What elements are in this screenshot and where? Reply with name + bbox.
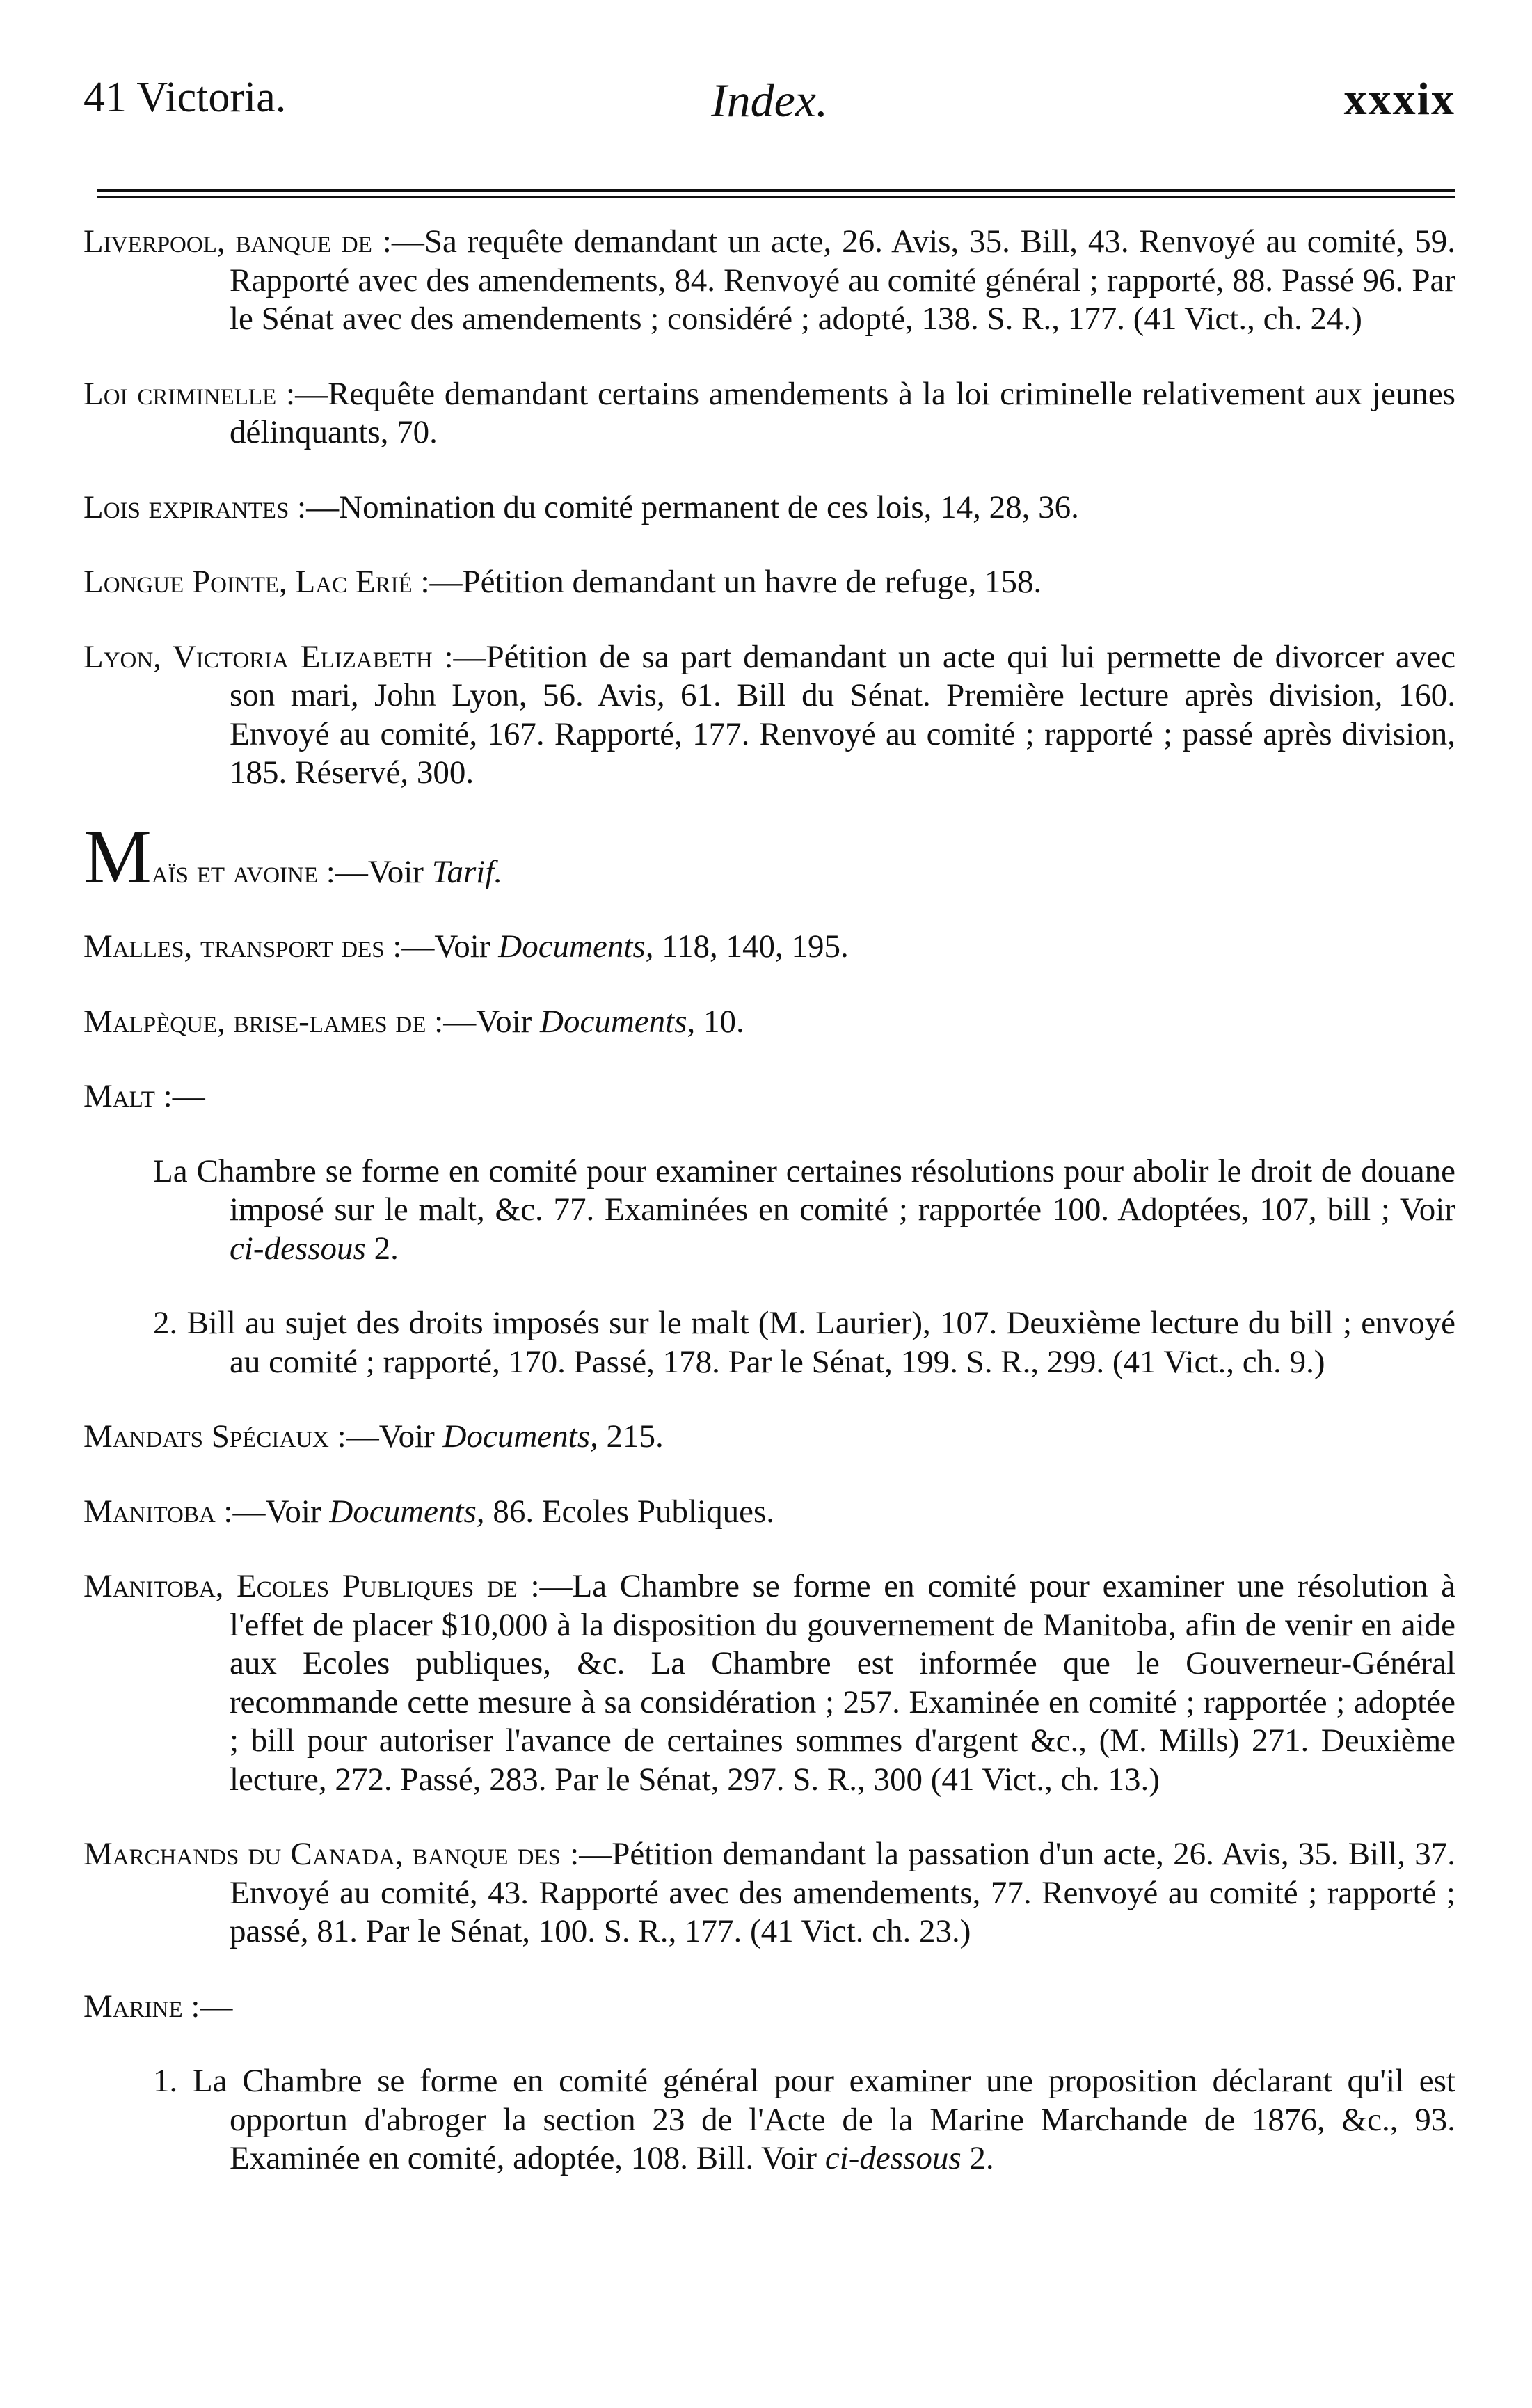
header-page-number: xxxix [1343,74,1455,125]
entry-head: Malt : [83,1078,173,1114]
index-entry-section-m [83,814,1455,899]
index-entry [83,375,1455,452]
header-title: Index. [710,74,828,127]
header-rule [97,189,1455,192]
entry-head: Malpèque, brise-lames de : [83,1003,444,1040]
entry-body: —Requête demandant certains amendements à la loi criminelle relativement aux jeunes délinquants, 70. [230,375,1455,450]
index-entries [83,223,1455,2215]
index-entry [83,1493,1455,1532]
index-entry [83,638,1455,793]
entry-body: —Pétition de sa part demandant un acte qui lui permette de divorcer avec son mari, John Lyon, 56. Avis, 61. Bill du Sénat. Première lecture après division, 160. Envoyé au comité, 167. Rapporté, 177. Renvoyé au comité ; rapporté ; passé après division, 185. Réservé, 300. [230,638,1455,791]
index-entry [83,563,1455,602]
drop-cap-letter: M [83,814,152,899]
entry-body: —Voir [346,1418,443,1455]
entry-body: —La Chambre se forme en comité pour examiner une résolution à l'effet de placer $10,000 à la disposition du gouvernement de Manitoba, afin de venir en aide aux Ecoles publiques, &c. La Chambre est informée que le Gouverneur-Général recommande cette mesure à sa considération ; 257. Examinée en comité ; rapportée ; adoptée ; bill pour autoriser l'avance de certaines sommes d'argent &c., (M. Mills) 271. Deuxième lecture, 272. Passé, 283. Par le Sénat, 297. S. R., 300 (41 Vict., ch. 13.) [230,1568,1456,1798]
entry-body: —Sa requête demandant un acte, 26. Avis, 35. Bill, 43. Renvoyé au comité, 59. Rapporté avec des amendements, 84. Renvoyé au comité général ; rapporté, 88. Passé 96. Par le Sénat avec des amendements ; considéré ; adopté, 138. S. R., 177. (41 Vict., ch. 24.) [230,223,1455,337]
index-subentry [83,1152,1455,1269]
entry-body: —Voir [335,853,432,890]
entry-head: aïs et avoine : [151,853,335,890]
index-entry [83,928,1455,967]
index-entry [83,1418,1455,1457]
index-entry [83,223,1455,339]
entry-head: Manitoba, Ecoles Publiques de : [83,1568,540,1604]
entry-tail: 10. [695,1003,744,1040]
entry-body: —Voir [232,1493,330,1530]
index-entry [83,489,1455,528]
header-rule-thin [97,196,1455,198]
entry-tail: 215. [598,1418,664,1455]
entry-head: Marine : [83,1988,200,2025]
subentry-text: La Chambre se forme en comité pour examiner certaines résolutions pour abolir le droit de douane imposé sur le malt, &c. 77. Examinées en comité ; rapportée 100. Adoptées, 107, bill ; Voir [153,1152,1455,1228]
entry-head: Lyon, Victoria Elizabeth : [83,638,454,675]
index-subentry [83,1304,1455,1381]
entry-body: — [200,1988,233,2025]
entry-head: Lois expirantes : [83,489,307,525]
entry-head: Longue Pointe, Lac Erié : [83,564,430,600]
subentry-text: 2. Bill au sujet des droits imposés sur le malt (M. Laurier), 107. Deuxième lecture du bill ; envoyé au comité ; rapporté, 170. Passé, 178. Par le Sénat, 199. S. R., 299. (41 Vict., ch. 9.) [153,1305,1455,1380]
entry-reference: Documents, [442,1418,598,1455]
entry-body: —Voir [401,928,499,965]
entry-reference: Documents, [498,928,654,965]
header-volume: 41 Victoria. [83,74,287,121]
index-entry [83,1835,1455,1951]
entry-reference: Tarif. [431,853,503,890]
entry-reference: Documents, [329,1493,485,1530]
page-header [83,73,1455,150]
index-entry [83,1003,1455,1042]
entry-reference: ci-dessous [230,1230,366,1267]
entry-tail: 2. [365,1230,399,1267]
entry-head: Malles, transport des : [83,928,402,965]
entry-body: — [172,1078,205,1114]
entry-tail: 86. Ecoles Publiques. [484,1493,774,1530]
entry-head: Marchands du Canada, banque des : [83,1836,580,1872]
index-entry [83,1077,1455,1116]
entry-reference: ci-dessous [824,2140,962,2176]
entry-body: —Nomination du comité permanent de ces lois, 14, 28, 36. [306,489,1079,525]
index-entry [83,1988,1455,2027]
entry-head: Mandats Spéciaux : [83,1418,346,1455]
entry-body: —Voir [443,1003,541,1040]
index-entry [83,1567,1455,1799]
entry-body: —Pétition demandant un havre de refuge, 158. [429,564,1042,600]
entry-tail: 118, 140, 195. [653,928,849,965]
entry-head: Manitoba : [83,1493,233,1530]
subentry-text: 1. La Chambre se forme en comité général pour examiner une proposition déclarant qu'il est opportun d'abroger la section 23 de l'Acte de la Marine Marchande de 1876, &c., 93. Examinée en comité, adoptée, 108. Bill. Voir [153,2063,1455,2176]
entry-reference: Documents, [540,1003,696,1040]
entry-body: —Pétition demandant la passation d'un acte, 26. Avis, 35. Bill, 37. Envoyé au comité, 43. Rapporté avec des amendements, 77. Renvoyé au comité ; rapporté ; passé, 81. Par le Sénat, 100. S. R., 177. (41 Vict. ch. 23.) [230,1836,1455,1949]
entry-head: Liverpool, banque de : [83,223,392,260]
entry-tail: 2. [961,2140,994,2176]
entry-head: Loi criminelle : [83,375,296,412]
index-subentry [83,2062,1455,2178]
